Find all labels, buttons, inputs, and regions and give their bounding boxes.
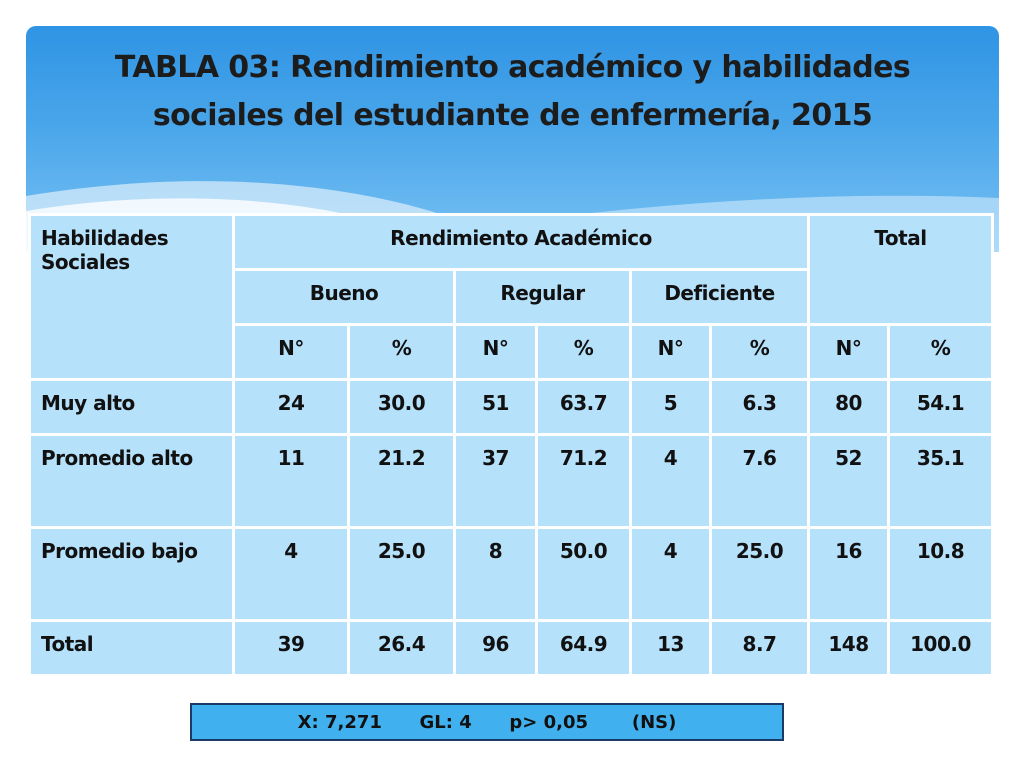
subgroup-header-regular: Regular (455, 270, 631, 325)
table-cell: 63.7 (537, 380, 631, 435)
table-row (30, 528, 993, 621)
table-cell: 54.1 (889, 380, 993, 435)
table-cell: 148 (809, 621, 889, 676)
unit-label: N° (631, 325, 711, 380)
table-cell: 8.7 (711, 621, 809, 676)
table-cell: 21.2 (349, 435, 455, 528)
table-cell: 51 (455, 380, 537, 435)
subgroup-header-bueno: Bueno (234, 270, 455, 325)
table-cell: 50.0 (537, 528, 631, 621)
subgroup-header-deficiente: Deficiente (631, 270, 809, 325)
unit-label: % (889, 325, 993, 380)
table-cell: 25.0 (349, 528, 455, 621)
row-label: Muy alto (30, 380, 234, 435)
row-label: Promedio alto (30, 435, 234, 528)
title-line-1: TABLA 03: Rendimiento académico y habilidades (114, 50, 911, 85)
table-cell: 7.6 (711, 435, 809, 528)
table-cell: 71.2 (537, 435, 631, 528)
table-cell: 64.9 (537, 621, 631, 676)
unit-label: % (711, 325, 809, 380)
table-row (30, 380, 993, 435)
table-cell: 26.4 (349, 621, 455, 676)
table-cell: 25.0 (711, 528, 809, 621)
row-label: Promedio bajo (30, 528, 234, 621)
table-cell: 96 (455, 621, 537, 676)
table-cell: 11 (234, 435, 349, 528)
unit-label: N° (809, 325, 889, 380)
slide-title (86, 44, 939, 140)
row-label: Total (30, 621, 234, 676)
table-cell: 100.0 (889, 621, 993, 676)
table-cell: 16 (809, 528, 889, 621)
table-cell: 52 (809, 435, 889, 528)
table-cell: 10.8 (889, 528, 993, 621)
total-header-cell: Total (809, 215, 993, 325)
table-cell: 13 (631, 621, 711, 676)
unit-label: % (537, 325, 631, 380)
table-cell: 4 (631, 528, 711, 621)
unit-label: N° (455, 325, 537, 380)
table-cell: 30.0 (349, 380, 455, 435)
table-cell: 39 (234, 621, 349, 676)
row-header-cell: Habilidades Sociales (30, 215, 234, 380)
title-line-2: sociales del estudiante de enfermería, 2015 (152, 98, 873, 133)
table-cell: 35.1 (889, 435, 993, 528)
table-row (30, 435, 993, 528)
table-cell: 5 (631, 380, 711, 435)
table-cell: 80 (809, 380, 889, 435)
table-row (30, 621, 993, 676)
unit-label: % (349, 325, 455, 380)
table-cell: 4 (234, 528, 349, 621)
stats-summary-text: X: 7,271 GL: 4 p> 0,05 (NS) (297, 711, 677, 733)
table-cell: 24 (234, 380, 349, 435)
table-cell: 8 (455, 528, 537, 621)
table-cell: 4 (631, 435, 711, 528)
unit-label: N° (234, 325, 349, 380)
table-cell: 6.3 (711, 380, 809, 435)
group-header-cell: Rendimiento Académico (234, 215, 809, 270)
table-cell: 37 (455, 435, 537, 528)
data-table (28, 213, 994, 677)
stats-summary-box (190, 703, 784, 741)
